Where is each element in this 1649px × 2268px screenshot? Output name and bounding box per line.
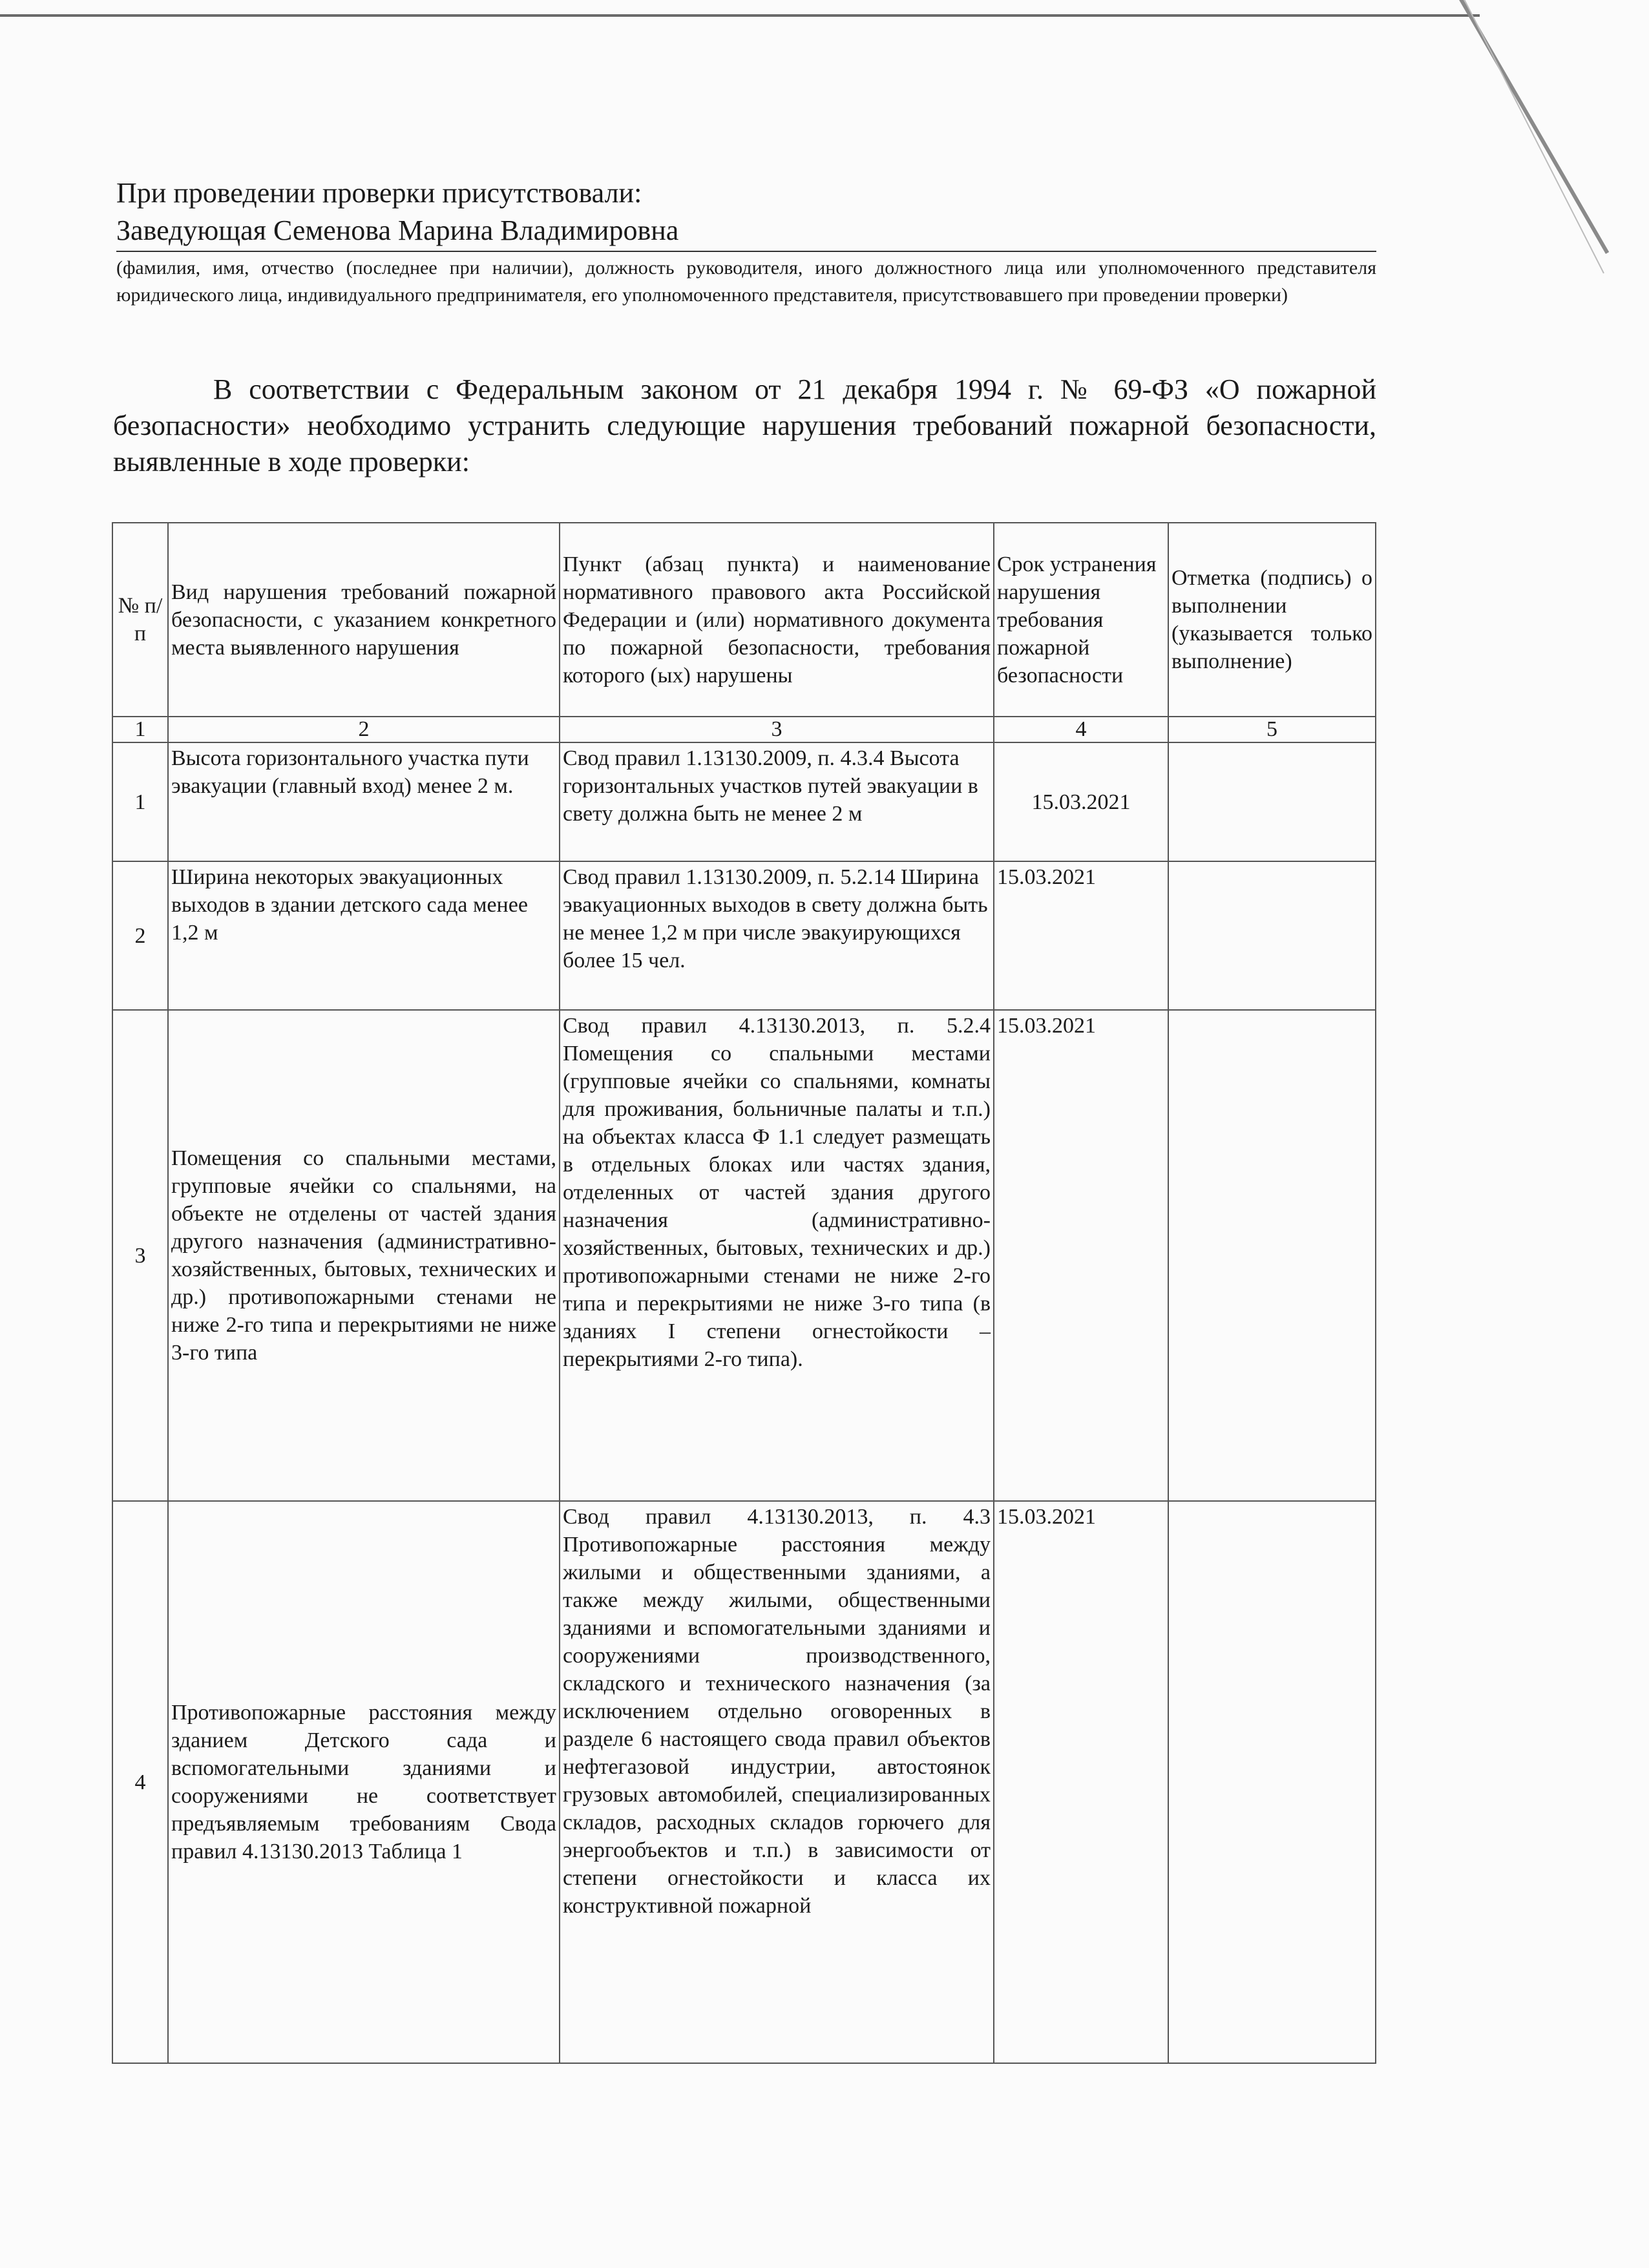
rule-cell: Свод правил 4.13130.2013, п. 4.3 Противопожарные расстояния между жилыми и общественными зданиями, а также между жилыми, общественными зданиями и вспомогательными зданиями и сооружениями производственного, складского и технического назначения (за исключением отдельно оговоренных в разделе 6 настоящего свода правил объектов нефтегазовой индустрии, автостоянок грузовых автомобилей, специализированных складов, расходных складов горючего для энергообъектов и т.п.) в зависимости от степени огнестойкости и класса их конструктивной пожарной — [560, 1501, 994, 2063]
row-number: 4 — [112, 1501, 168, 2063]
table-header-row — [112, 523, 1376, 717]
table-row — [112, 742, 1376, 861]
row-number: 2 — [112, 861, 168, 1010]
deadline-cell: 15.03.2021 — [994, 1010, 1168, 1501]
deadline-cell: 15.03.2021 — [994, 1501, 1168, 2063]
attendee-underline — [116, 251, 1376, 252]
intro-paragraph: В соответствии с Федеральным законом от 21 декабря 1994 г. № 69-ФЗ «О пожарной безопасности» необходимо устранить следующие нарушения требований пожарной безопасности, выявленные в ходе проверки: — [113, 373, 1376, 478]
header-deadline: Срок устранения нарушения требования пожарной безопасности — [994, 523, 1168, 717]
header-rule: Пункт (абзац пункта) и наименование нормативного правового акта Российской Федерации и (или) нормативного документа по пожарной безопасности, требования которого (ых) нарушены — [560, 523, 994, 717]
deadline-cell: 15.03.2021 — [994, 861, 1168, 1010]
header-mark: Отметка (подпись) о выполнении (указывается только выполнение) — [1168, 523, 1376, 717]
violation-cell: Высота горизонтального участка пути эвакуации (главный вход) менее 2 м. — [168, 742, 560, 861]
rule-cell: Свод правил 1.13130.2009, п. 4.3.4 Высота горизонтальных участков путей эвакуации в свету должна быть не менее 2 м — [560, 742, 994, 861]
mark-cell — [1168, 861, 1376, 1010]
scan-page-edge-shadow — [1451, 0, 1604, 273]
column-number: 2 — [168, 717, 560, 742]
scan-top-rule — [0, 14, 1480, 17]
header-violation: Вид нарушения требований пожарной безопасности, с указанием конкретного места выявленного нарушения — [168, 523, 560, 717]
row-number: 1 — [112, 742, 168, 861]
table-row — [112, 1501, 1376, 2063]
mark-cell — [1168, 1501, 1376, 2063]
column-number: 4 — [994, 717, 1168, 742]
attendee-field-hint: (фамилия, имя, отчество (последнее при наличии), должность руководителя, иного должностного лица или уполномоченного представителя юридического лица, индивидуального предпринимателя, его уполномоченного представителя, присутствовавшего при проведении проверки) — [116, 257, 1376, 306]
attendance-section — [116, 174, 1376, 309]
attendee-name: Заведующая Семенова Марина Владимировна — [116, 215, 679, 246]
column-number: 5 — [1168, 717, 1376, 742]
column-number-row — [112, 717, 1376, 742]
deadline-cell: 15.03.2021 — [994, 742, 1168, 861]
rule-cell: Свод правил 1.13130.2009, п. 5.2.14 Ширина эвакуационных выходов в свету должна быть не менее 1,2 м при числе эвакуирующихся более 15 чел. — [560, 861, 994, 1010]
column-number: 1 — [112, 717, 168, 742]
attendance-heading: При проведении проверки присутствовали: — [116, 177, 642, 209]
scan-page-edge — [1444, 0, 1609, 254]
table-row — [112, 1010, 1376, 1501]
rule-cell: Свод правил 4.13130.2013, п. 5.2.4 Помещения со спальными местами (групповые ячейки со спальнями, комнаты для проживания, больничные палаты и т.п.) на объектах класса Ф 1.1 следует размещать в отдельных блоках или частях здания, отделенных от частей здания другого назначения (административно-хозяйственных, бытовых, технических и др.) противопожарными стенами не ниже 2-го типа и перекрытиями не ниже 3-го типа (в зданиях I степени огнестойкости – перекрытиями 2-го типа). — [560, 1010, 994, 1501]
violation-cell: Противопожарные расстояния между зданием Детского сада и вспомогательными зданиями и сооружениями не соответствует предъявляемым требованиям Свода правил 4.13130.2013 Таблица 1 — [168, 1501, 560, 2063]
header-number: № п/п — [112, 523, 168, 717]
violation-cell: Помещения со спальными местами, групповые ячейки со спальнями, на объекте не отделены от частей здания другого назначения (административно-хозяйственных, бытовых, технических и др.) противопожарными стенами не ниже 2-го типа и перекрытиями не ниже 3-го типа — [168, 1010, 560, 1501]
violation-cell: Ширина некоторых эвакуационных выходов в здании детского сада менее 1,2 м — [168, 861, 560, 1010]
mark-cell — [1168, 742, 1376, 861]
violations-table — [112, 522, 1376, 2064]
column-number: 3 — [560, 717, 994, 742]
mark-cell — [1168, 1010, 1376, 1501]
table-row — [112, 861, 1376, 1010]
row-number: 3 — [112, 1010, 168, 1501]
